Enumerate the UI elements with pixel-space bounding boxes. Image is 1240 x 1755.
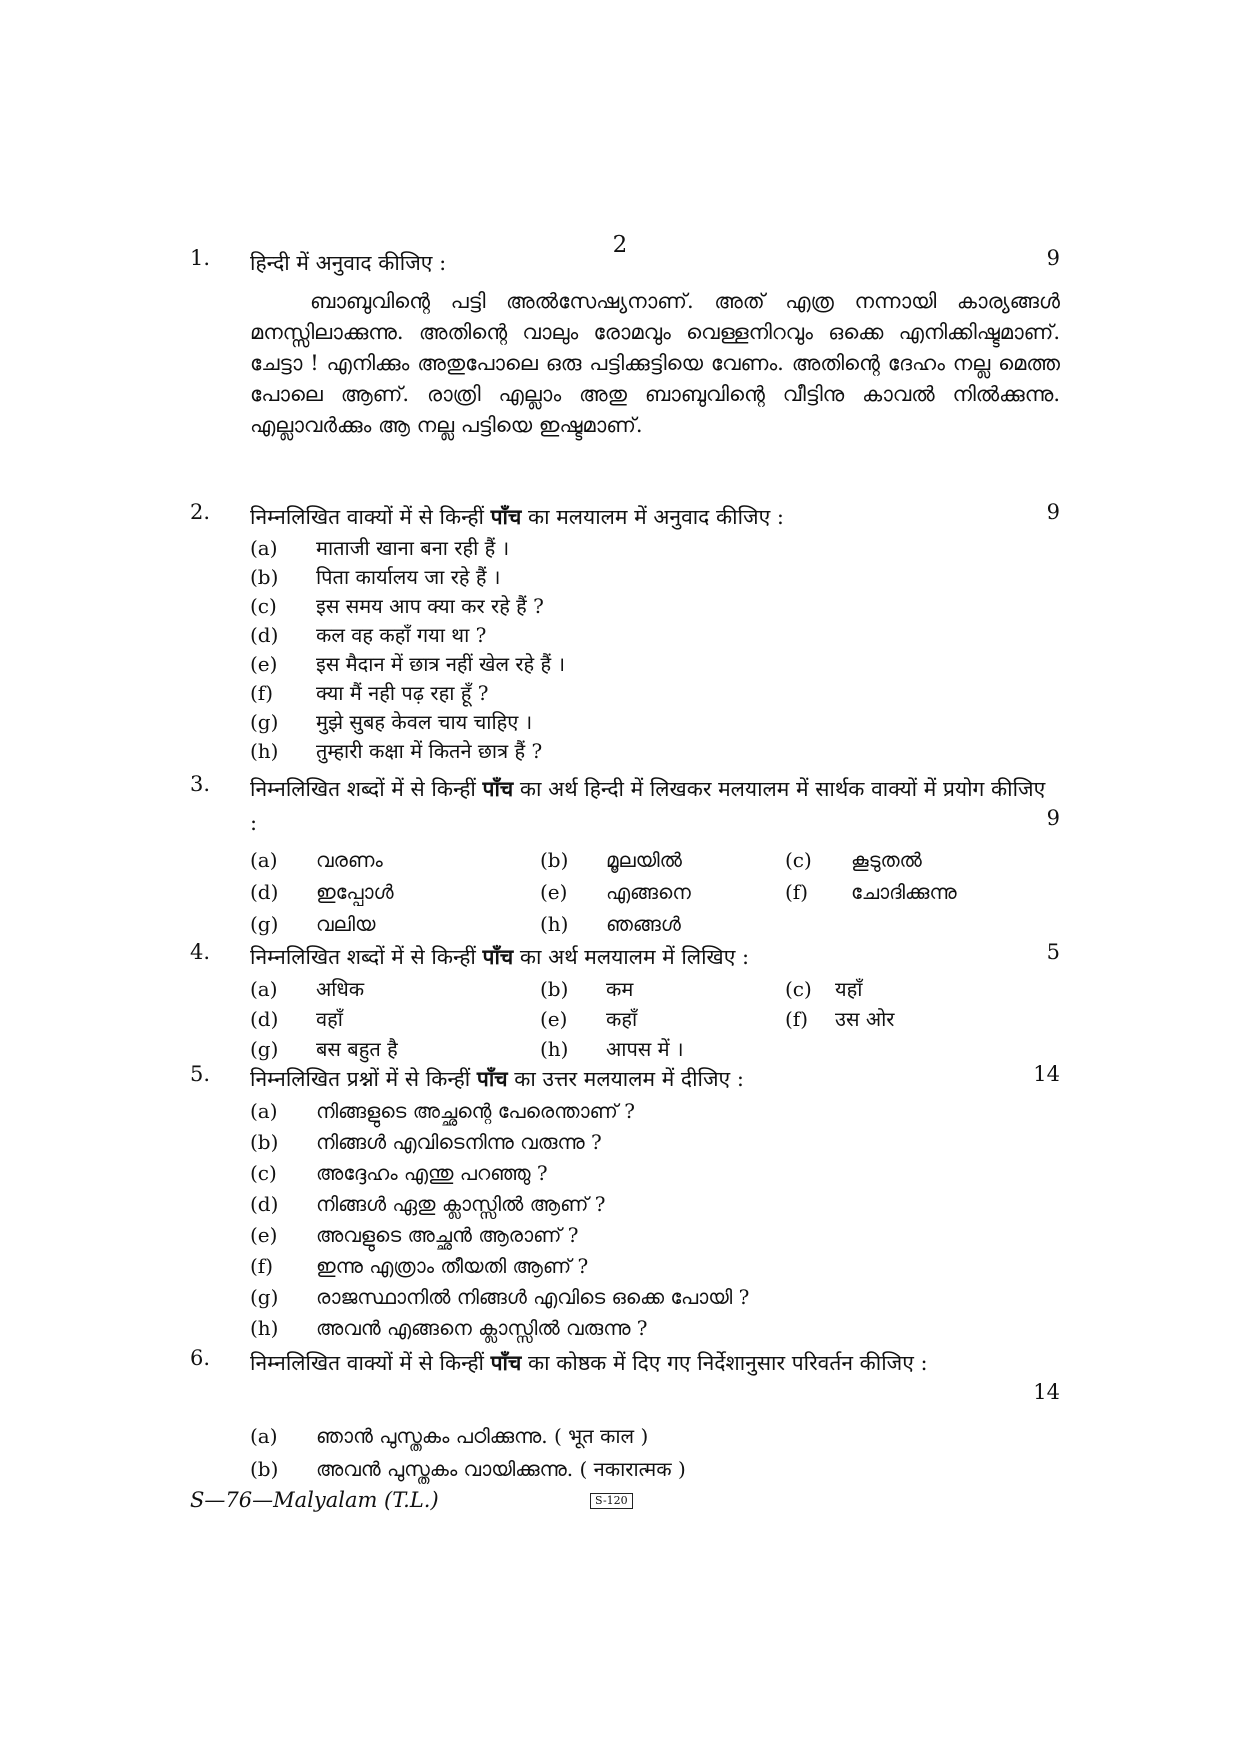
item-label: (e): [540, 1007, 568, 1031]
question-marks: 9: [1046, 246, 1060, 270]
list-item: [250, 1158, 1060, 1189]
list-item: [250, 1096, 1060, 1127]
item-text: माताजी खाना बना रही हैं ।: [316, 536, 510, 560]
word-cell: [250, 974, 364, 1004]
item-label: (c): [785, 848, 812, 872]
list-item: [250, 534, 1060, 563]
item-text: മൂലയിൽ: [606, 848, 682, 872]
translation-passage: ബാബുവിന്റെ പട്ടി അൽസേഷ്യനാണ്. അത് എത്ര നന്നായി കാര്യങ്ങൾ മനസ്സിലാക്കുന്നു. അതിന്റെ വാലും രോമവും വെള്ളനിറവും ഒക്കെ എനിക്കിഷ്ടമാണ്. ചേട്ടാ ! എനിക്കും അതുപോലെ ഒരു പട്ടിക്കുട്ടിയെ വേണം. അതിന്റെ ദേഹം നല്ല മെത്ത പോലെ ആണ്. രാത്രി എല്ലാം അതു ബാബുവിന്റെ വീട്ടിനു കാവൽ നിൽക്കുന്നു. എല്ലാവർക്കും ആ നല്ല പട്ടിയെ ഇഷ്ടമാണ്.: [250, 289, 1060, 437]
item-text: എങ്ങനെ: [606, 880, 691, 904]
item-label: (b): [250, 1457, 279, 1481]
item-label: (b): [540, 977, 569, 1001]
question-marks: 14: [1033, 1380, 1060, 1404]
item-label: (h): [250, 1316, 279, 1340]
item-label: (d): [250, 1007, 279, 1031]
item-label: (e): [250, 1223, 278, 1247]
word-cell: [250, 1034, 398, 1064]
word-cell: [540, 1004, 637, 1034]
list-item: [250, 737, 1060, 766]
word-cell: [540, 844, 682, 876]
page-number: 2: [612, 232, 628, 258]
question-number: 3.: [190, 772, 211, 796]
item-label: (g): [250, 710, 279, 734]
question-text-part: निम्नलिखित शब्दों में से किन्हीं: [250, 945, 483, 969]
question-2: [190, 500, 1060, 766]
item-label: (h): [250, 739, 279, 763]
question-text-part: का उत्तर मलयालम में दीजिए :: [507, 1067, 744, 1091]
question-number: 6.: [190, 1346, 211, 1370]
item-label: (g): [250, 912, 279, 936]
item-label: (e): [250, 652, 278, 676]
word-cell: [785, 844, 922, 876]
item-text: രാജസ്ഥാനിൽ നിങ്ങൾ എവിടെ ഒക്കെ പോയി ?: [316, 1285, 750, 1309]
item-label: (b): [540, 848, 569, 872]
print-code-box: S-120: [590, 1493, 633, 1509]
item-text: कल वह कहाँ गया था ?: [316, 623, 487, 647]
word-row: [250, 1004, 1060, 1034]
question-text-part: का अर्थ मलयालम में लिखिए :: [513, 945, 750, 969]
list-item: [250, 1127, 1060, 1158]
question-marks: 14: [1033, 1062, 1060, 1086]
question-text: [250, 500, 1060, 534]
question-number: 4.: [190, 940, 211, 964]
item-text: आपस में ।: [606, 1037, 684, 1061]
question-text-bold: पाँच: [482, 776, 514, 801]
question-text: [250, 1346, 1060, 1380]
list-item: [250, 563, 1060, 592]
item-text: वहाँ: [316, 1007, 343, 1031]
item-text: ഞാൻ പുസ്തകം പഠിക്കുന്നു. ( भूत काल ): [316, 1424, 649, 1448]
item-text: ഞങ്ങൾ: [606, 912, 681, 936]
item-label: (d): [250, 1192, 279, 1216]
list-item: [250, 1453, 1060, 1486]
item-text: उस ओर: [835, 1007, 895, 1031]
word-cell: [540, 908, 681, 940]
question-3: [190, 772, 1060, 940]
question-text-part: निम्नलिखित प्रश्नों में से किन्हीं: [250, 1067, 477, 1091]
list-item: [250, 1189, 1060, 1220]
item-label: (c): [785, 977, 812, 1001]
question-text-part: का कोष्ठक में दिए गए निर्देशानुसार परिवर्तन कीजिए :: [521, 1351, 928, 1375]
item-label: (a): [250, 977, 278, 1001]
question-text-part: निम्नलिखित वाक्यों में से किन्हीं: [250, 1351, 491, 1375]
item-label: (e): [540, 880, 568, 904]
question-text-part: निम्नलिखित शब्दों में से किन्हीं: [250, 777, 483, 801]
word-row: [250, 876, 1060, 908]
paper-code: S—76—Malyalam (T.L.): [190, 1488, 439, 1512]
item-label: (h): [540, 912, 569, 936]
item-text: ഇന്നു എത്രാം തീയതി ആണ് ?: [316, 1254, 589, 1278]
item-text: बस बहुत है: [316, 1037, 398, 1061]
item-text: इस समय आप क्या कर रहे हैं ?: [316, 594, 544, 618]
item-label: (g): [250, 1037, 279, 1061]
item-text: വലിയ: [316, 912, 376, 936]
word-cell: [540, 974, 633, 1004]
question-text-bold: पाँच: [476, 1066, 508, 1091]
item-label: (f): [785, 880, 809, 904]
item-text: നിങ്ങൾ ഏതു ക്ലാസ്സിൽ ആണ് ?: [316, 1192, 606, 1216]
item-label: (b): [250, 1130, 279, 1154]
question-marks: 5: [1046, 940, 1060, 964]
word-cell: [785, 974, 862, 1004]
question-text: हिन्दी में अनुवाद कीजिए :: [250, 251, 447, 275]
item-text: വരണം: [316, 848, 383, 872]
word-cell: [250, 908, 375, 940]
list-item: [250, 708, 1060, 737]
list-item: [250, 1220, 1060, 1251]
item-label: (f): [250, 1254, 274, 1278]
question-number: 2.: [190, 500, 211, 524]
question-text: [250, 772, 1060, 840]
item-label: (a): [250, 1099, 278, 1123]
item-text: നിങ്ങൾ എവിടെനിന്നു വരുന്നു ?: [316, 1130, 602, 1154]
list-item: [250, 1251, 1060, 1282]
question-text-bold: पाँच: [490, 504, 522, 529]
item-label: (c): [250, 594, 277, 618]
word-row: [250, 1034, 1060, 1064]
item-label: (a): [250, 536, 278, 560]
question-text-bold: पाँच: [490, 1350, 522, 1375]
question-text-part: का मलयालम में अनुवाद कीजिए :: [521, 505, 784, 529]
question-5: [190, 1062, 1060, 1344]
word-cell: [250, 844, 383, 876]
item-label: (a): [250, 1424, 278, 1448]
list-item: [250, 621, 1060, 650]
item-label: (f): [250, 681, 274, 705]
question-number: 1.: [190, 246, 211, 270]
item-label: (d): [250, 623, 279, 647]
word-cell: [540, 876, 691, 908]
item-label: (f): [785, 1007, 809, 1031]
word-cell: [250, 876, 394, 908]
word-cell: [250, 1004, 343, 1034]
item-text: ചോദിക്കുന്നു: [851, 880, 957, 904]
question-6: [190, 1346, 1060, 1486]
item-text: അദ്ദേഹം എന്തു പറഞ്ഞു ?: [316, 1161, 548, 1185]
item-text: मुझे सुबह केवल चाय चाहिए ।: [316, 710, 533, 734]
item-text: അവളുടെ അച്ഛൻ ആരാണ് ?: [316, 1223, 579, 1247]
word-cell: [785, 876, 957, 908]
item-text: कम: [606, 977, 634, 1001]
item-label: (g): [250, 1285, 279, 1309]
item-label: (d): [250, 880, 279, 904]
word-row: [250, 908, 1060, 940]
question-text-part: निम्नलिखित वाक्यों में से किन्हीं: [250, 505, 491, 529]
list-item: [250, 679, 1060, 708]
list-item: [250, 1420, 1060, 1453]
list-item: [250, 1282, 1060, 1313]
word-row: [250, 844, 1060, 876]
question-4: [190, 940, 1060, 1064]
item-text: അവൻ എങ്ങനെ ക്ലാസ്സിൽ വരുന്നു ?: [316, 1316, 648, 1340]
item-text: ഇപ്പോൾ: [316, 880, 394, 904]
item-text: तुम्हारी कक्षा में कितने छात्र हैं ?: [316, 739, 543, 763]
question-text: [250, 940, 1060, 974]
item-label: (h): [540, 1037, 569, 1061]
item-text: पिता कार्यालय जा रहे हैं ।: [316, 565, 501, 589]
item-label: (c): [250, 1161, 277, 1185]
question-number: 5.: [190, 1062, 211, 1086]
list-item: [250, 650, 1060, 679]
item-label: (b): [250, 565, 279, 589]
item-text: इस मैदान में छात्र नहीं खेल रहे हैं ।: [316, 652, 566, 676]
question-text: [250, 1062, 1060, 1096]
item-label: (a): [250, 848, 278, 872]
question-text-part: का अर्थ हिन्दी में लिखकर मलयालम में सार्थक वाक्यों में प्रयोग कीजिए :: [250, 777, 1046, 835]
list-item: [250, 1313, 1060, 1344]
item-text: അവൻ പുസ്തകം വായിക്കുന്നു. ( नकारात्मक ): [316, 1457, 686, 1481]
question-1: [190, 246, 1060, 441]
item-text: कहाँ: [606, 1007, 638, 1031]
word-cell: [540, 1034, 684, 1064]
list-item: [250, 592, 1060, 621]
item-text: यहाँ: [835, 977, 863, 1001]
word-row: [250, 974, 1060, 1004]
item-text: കൂടുതൽ: [851, 848, 922, 872]
word-cell: [785, 1004, 894, 1034]
question-marks: 9: [1046, 806, 1060, 830]
item-text: നിങ്ങളുടെ അച്ഛന്റെ പേരെന്താണ് ?: [316, 1099, 635, 1123]
item-text: क्या मैं नही पढ़ रहा हूँ ?: [316, 681, 489, 705]
item-text: अधिक: [316, 977, 365, 1001]
question-marks: 9: [1046, 500, 1060, 524]
question-text-bold: पाँच: [482, 944, 514, 969]
